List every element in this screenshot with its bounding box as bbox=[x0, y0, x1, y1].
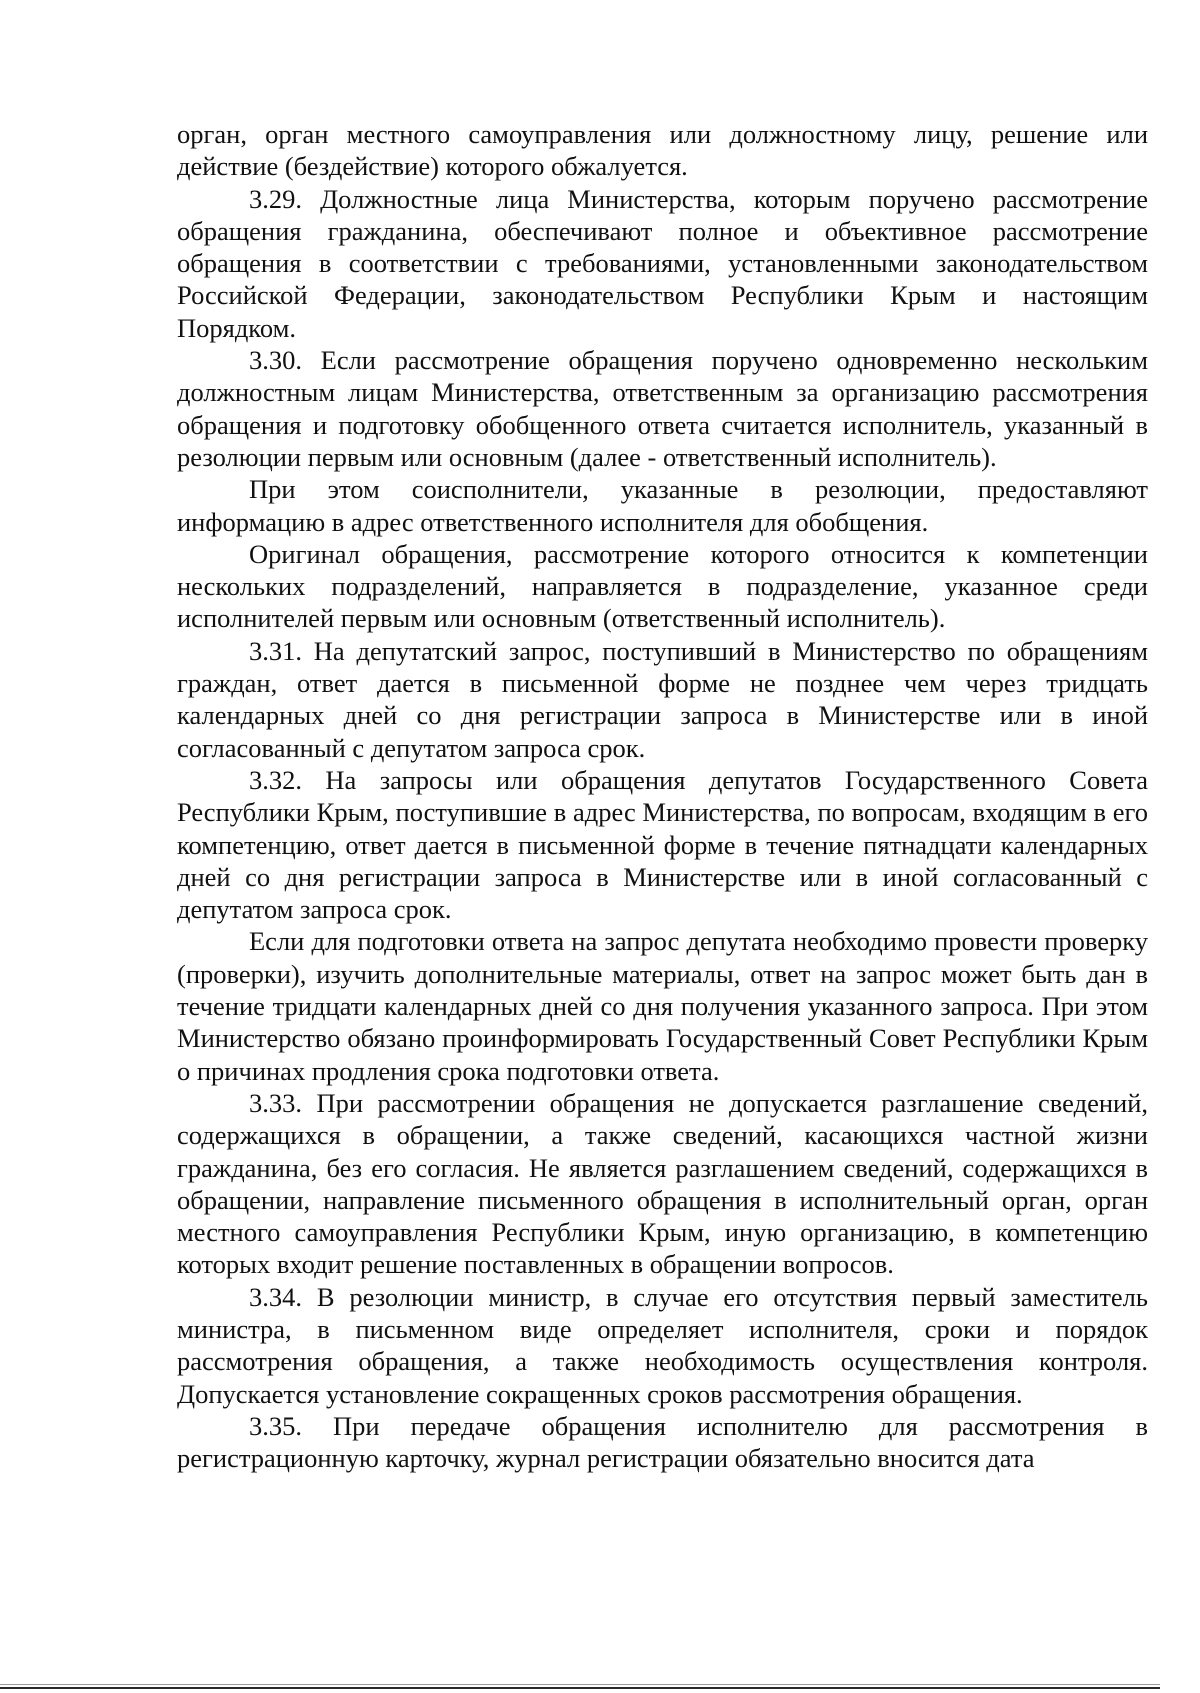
paragraph-3-34: 3.34. В резолюции министр, в случае его отсутствия первый заместитель министра, в письменном виде определяет исполнителя, сроки и порядок рассмотрения обращения, а также необходимость осуществления контроля. Допускается установление сокращенных сроков рассмотрения обращения. bbox=[177, 1281, 1148, 1409]
paragraph-coexecutors: При этом соисполнители, указанные в резолюции, предоставляют информацию в адрес ответственного исполнителя для обобщения. bbox=[177, 474, 1148, 537]
paragraph-3-32: 3.32. На запросы или обращения депутатов Государственного Совета Республики Крым, поступившие в адрес Министерства, по вопросам, входящим в его компетенцию, ответ дается в письменной форме в течение пятнадцати календарных дней со дня регистрации запроса в Министерстве или в иной согласованный с депутатом запроса срок. bbox=[177, 764, 1148, 925]
paragraph-continuation: орган, орган местного самоуправления или должностному лицу, решение или действие (бездействие) которого обжалуется. bbox=[177, 119, 1148, 182]
paragraph-3-31: 3.31. На депутатский запрос, поступивший в Министерство по обращениям граждан, ответ дается в письменной форме не позднее чем через тридцать календарных дней со дня регистрации запроса в Министерстве или в иной согласованный с депутатом запроса срок. bbox=[177, 635, 1148, 763]
paragraph-3-30: 3.30. Если рассмотрение обращения поручено одновременно нескольким должностным лицам Министерства, ответственным за организацию рассмотрения обращения и подготовку обобщенного ответа считается исполнитель, указанный в резолюции первым или основным (далее - ответственный исполнитель). bbox=[177, 345, 1148, 472]
scan-bottom-edge bbox=[0, 1687, 1160, 1689]
paragraph-original: Оригинал обращения, рассмотрение которого относится к компетенции нескольких подразделений, направляется в подразделение, указанное среди исполнителей первым или основным (ответственный исполнитель). bbox=[177, 538, 1148, 634]
document-body bbox=[177, 118, 1148, 1474]
paragraph-3-29: 3.29. Должностные лица Министерства, которым поручено рассмотрение обращения гражданина, обеспечивают полное и объективное рассмотрение обращения в соответствии с требованиями, установленными законодательством Российской Федерации, законодательством Республики Крым и настоящим Порядком. bbox=[177, 183, 1148, 343]
paragraph-3-35: 3.35. При передаче обращения исполнителю для рассмотрения в регистрационную карточку, журнал регистрации обязательно вносится дата bbox=[177, 1410, 1148, 1474]
paragraph-3-33: 3.33. При рассмотрении обращения не допускается разглашение сведений, содержащихся в обращении, а также сведений, касающихся частной жизни гражданина, без его согласия. Не является разглашением сведений, содержащихся в обращении, направление письменного обращения в исполнительный орган, орган местного самоуправления Республики Крым, иную организацию, в компетенцию которых входит решение поставленных в обращении вопросов. bbox=[177, 1087, 1148, 1280]
scan-edge-shade bbox=[0, 1684, 1160, 1685]
paragraph-deputy-extension: Если для подготовки ответа на запрос депутата необходимо провести проверку (проверки), изучить дополнительные материалы, ответ на запрос может быть дан в течение тридцати календарных дней со дня получения указанного запроса. При этом Министерство обязано проинформировать Государственный Совет Республики Крым о причинах продления срока подготовки ответа. bbox=[177, 926, 1148, 1086]
